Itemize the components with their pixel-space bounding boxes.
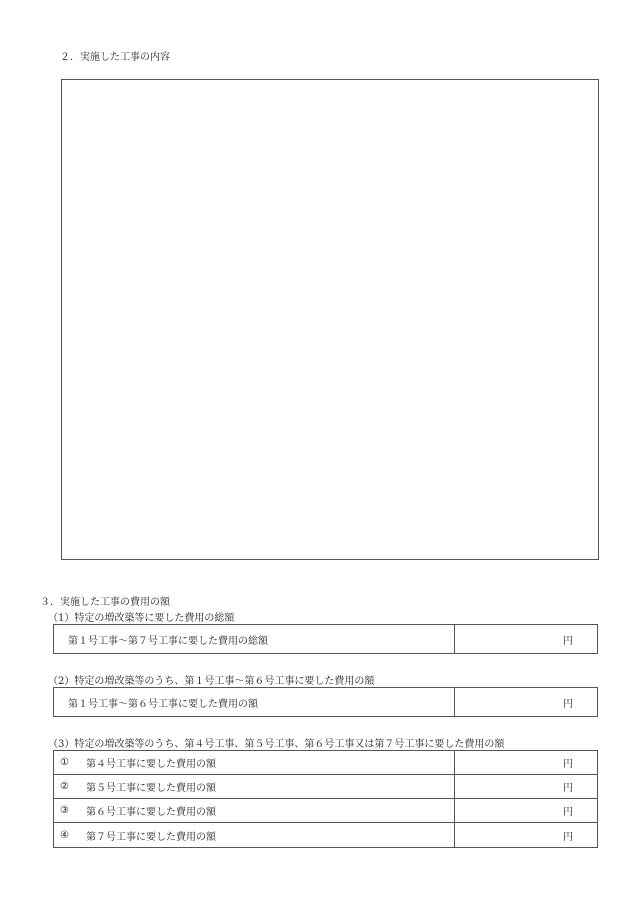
section2-heading: ２．実施した工事の内容 (60, 52, 170, 63)
table-row (54, 823, 597, 847)
works-1-6-row (53, 687, 598, 717)
work-content-box[interactable] (61, 79, 599, 560)
work6-amount-field[interactable] (455, 799, 597, 822)
sub2-heading: （2）特定の増改築等のうち、第１号工事～第６号工事に要した費用の額 (48, 676, 375, 687)
work5-amount-field[interactable] (455, 775, 597, 798)
yen-unit: 円 (563, 698, 573, 710)
works-1-6-label: 第１号工事～第６号工事に要した費用の額 (54, 688, 455, 716)
work7-amount-field[interactable] (455, 823, 597, 847)
sub1-heading: （1）特定の増改築等に要した費用の総額 (48, 613, 235, 624)
total-cost-amount-field[interactable] (455, 625, 597, 653)
work4-amount-field[interactable] (455, 751, 597, 774)
table-row (54, 751, 597, 775)
row-number: ④ (60, 829, 69, 841)
row-number: ① (60, 757, 69, 768)
row-number: ③ (60, 805, 69, 816)
row-number: ② (60, 781, 69, 792)
yen-unit: 円 (563, 807, 573, 818)
row-label: 第７号工事に要した費用の額 (86, 831, 216, 843)
yen-unit: 円 (563, 759, 573, 770)
table-row (54, 799, 597, 823)
total-cost-row (53, 624, 598, 654)
yen-unit: 円 (563, 831, 573, 843)
total-cost-label: 第１号工事～第７号工事に要した費用の総額 (54, 625, 455, 653)
section3-heading: ３．実施した工事の費用の額 (40, 597, 170, 608)
sub3-heading: （3）特定の増改築等のうち、第４号工事、第５号工事、第６号工事又は第７号工事に要した費用の額 (48, 739, 505, 750)
works-4-7-table (53, 750, 598, 848)
row-label: 第４号工事に要した費用の額 (86, 759, 216, 770)
yen-unit: 円 (563, 783, 573, 794)
works-1-6-amount-field[interactable] (455, 688, 597, 716)
row-label: 第６号工事に要した費用の額 (86, 807, 216, 818)
table-row (54, 775, 597, 799)
yen-unit: 円 (563, 635, 573, 647)
row-label: 第５号工事に要した費用の額 (86, 783, 216, 794)
